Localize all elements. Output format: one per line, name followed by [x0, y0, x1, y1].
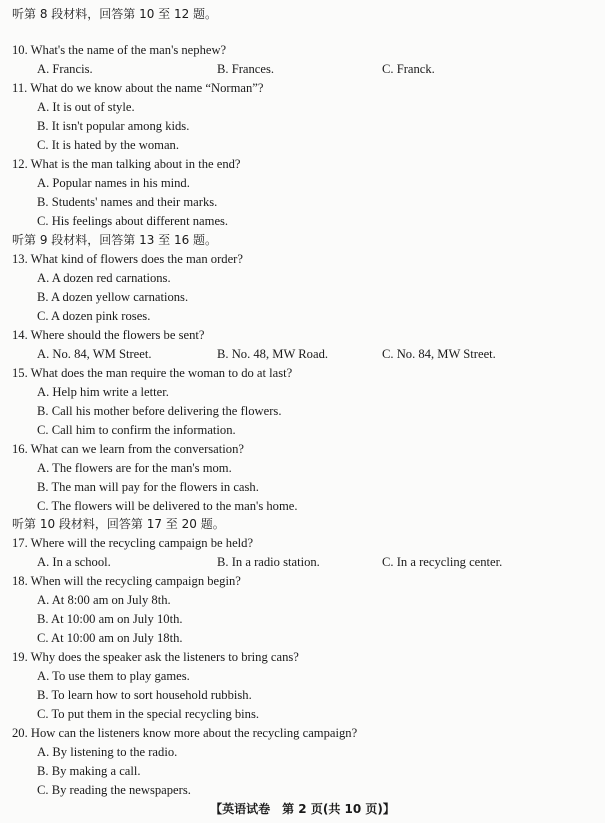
question-13-option-a: A. A dozen red carnations. — [37, 271, 171, 285]
question-15-option-b: B. Call his mother before delivering the flowers. — [37, 404, 282, 418]
question-11-option-b: B. It isn't popular among kids. — [37, 119, 190, 133]
question-16-option-c: C. The flowers will be delivered to the man's home. — [37, 499, 298, 513]
page-footer: 【英语试卷 第 2 页(共 10 页)】 — [210, 802, 395, 816]
question-11-option-c: C. It is hated by the woman. — [37, 138, 180, 152]
question-12-option-b: B. Students' names and their marks. — [37, 195, 218, 209]
section-header-10: 听第 10 段材料，回答第 17 至 20 题。 — [12, 517, 225, 531]
question-17-option-a: A. In a school. — [37, 555, 111, 569]
question-20-stem: 20. How can the listeners know more about the recycling campaign? — [12, 726, 358, 740]
question-19-option-c: C. To put them in the special recycling bins. — [37, 707, 260, 721]
question-15-stem: 15. What does the man require the woman to do at last? — [12, 366, 293, 380]
question-20-option-a: A. By listening to the radio. — [37, 745, 178, 759]
question-11-option-a: A. It is out of style. — [37, 100, 135, 114]
question-16-stem: 16. What can we learn from the conversation? — [12, 442, 244, 456]
question-17-option-c: C. In a recycling center. — [382, 555, 503, 569]
question-16-option-b: B. The man will pay for the flowers in cash. — [37, 480, 259, 494]
question-12-stem: 12. What is the man talking about in the end? — [12, 157, 241, 171]
question-14-option-a: A. No. 84, WM Street. — [37, 347, 152, 361]
question-14-stem: 14. Where should the flowers be sent? — [12, 328, 205, 342]
question-19-option-b: B. To learn how to sort household rubbish. — [37, 688, 252, 702]
question-15-option-c: C. Call him to confirm the information. — [37, 423, 236, 437]
question-10-option-c: C. Franck. — [382, 62, 435, 76]
question-19-option-a: A. To use them to play games. — [37, 669, 190, 683]
question-12-option-a: A. Popular names in his mind. — [37, 176, 190, 190]
question-20-option-b: B. By making a call. — [37, 764, 141, 778]
section-header-8: 听第 8 段材料，回答第 10 至 12 题。 — [12, 7, 218, 21]
question-17-stem: 17. Where will the recycling campaign be held? — [12, 536, 254, 550]
question-10-stem: 10. What's the name of the man's nephew? — [12, 43, 227, 57]
question-18-option-a: A. At 8:00 am on July 8th. — [37, 593, 171, 607]
question-13-option-c: C. A dozen pink roses. — [37, 309, 151, 323]
question-18-option-b: B. At 10:00 am on July 10th. — [37, 612, 183, 626]
question-11-stem: 11. What do we know about the name “Norman”? — [12, 81, 264, 95]
question-10-option-b: B. Frances. — [217, 62, 275, 76]
question-13-stem: 13. What kind of flowers does the man order? — [12, 252, 243, 266]
question-18-option-c: C. At 10:00 am on July 18th. — [37, 631, 183, 645]
question-16-option-a: A. The flowers are for the man's mom. — [37, 461, 232, 475]
question-20-option-c: C. By reading the newspapers. — [37, 783, 191, 797]
question-12-option-c: C. His feelings about different names. — [37, 214, 229, 228]
section-header-9: 听第 9 段材料，回答第 13 至 16 题。 — [12, 233, 218, 247]
question-14-option-b: B. No. 48, MW Road. — [217, 347, 329, 361]
question-14-option-c: C. No. 84, MW Street. — [382, 347, 496, 361]
question-17-option-b: B. In a radio station. — [217, 555, 320, 569]
question-18-stem: 18. When will the recycling campaign begin? — [12, 574, 241, 588]
question-10-option-a: A. Francis. — [37, 62, 93, 76]
question-15-option-a: A. Help him write a letter. — [37, 385, 169, 399]
question-19-stem: 19. Why does the speaker ask the listeners to bring cans? — [12, 650, 299, 664]
question-13-option-b: B. A dozen yellow carnations. — [37, 290, 189, 304]
